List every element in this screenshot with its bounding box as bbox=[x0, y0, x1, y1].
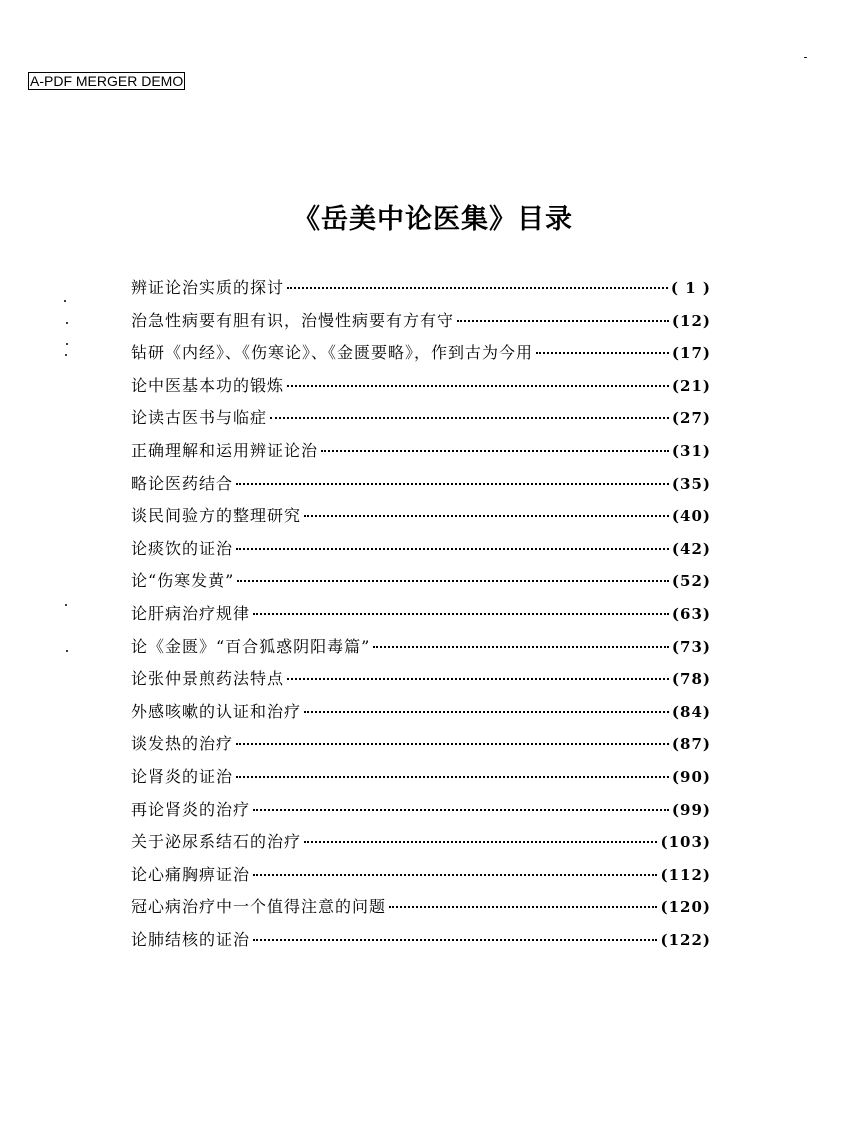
toc-entry bbox=[131, 370, 711, 403]
toc-entry bbox=[131, 859, 711, 892]
toc-entry-page: (84) bbox=[671, 702, 711, 721]
dot-leader bbox=[536, 350, 669, 354]
toc-entry-page: (35) bbox=[671, 474, 711, 493]
dot-leader bbox=[287, 383, 669, 387]
toc-entry-page: (52) bbox=[671, 572, 711, 591]
watermark-label: A-PDF MERGER DEMO bbox=[30, 73, 184, 89]
dot-leader bbox=[304, 709, 669, 713]
toc-entry-page: (112) bbox=[660, 865, 711, 884]
toc-entry bbox=[131, 924, 711, 957]
toc-entry bbox=[131, 565, 711, 598]
toc-entry-title: 冠心病治疗中一个值得注意的问题 bbox=[131, 897, 387, 917]
toc-entry-title: 外感咳嗽的认证和治疗 bbox=[131, 701, 302, 721]
dot-leader bbox=[389, 904, 657, 908]
toc-entry-page: (42) bbox=[671, 539, 711, 558]
toc-entry-title: 关于泌尿系结石的治疗 bbox=[131, 832, 302, 852]
toc-entry-title: 论肾炎的证治 bbox=[131, 766, 234, 786]
toc-entry bbox=[131, 272, 711, 305]
dot-leader bbox=[270, 415, 669, 419]
toc-entry bbox=[131, 631, 711, 664]
toc-entry bbox=[131, 728, 711, 761]
toc-entry-title: 再论肾炎的治疗 bbox=[131, 799, 251, 819]
toc-entry bbox=[131, 435, 711, 468]
dot-leader bbox=[373, 644, 669, 648]
toc-entry-page: (99) bbox=[671, 800, 711, 819]
toc-entry bbox=[131, 663, 711, 696]
toc-entry-page: (21) bbox=[671, 376, 711, 395]
scan-speck bbox=[66, 650, 68, 652]
scan-speck bbox=[65, 354, 67, 356]
toc-entry-page: ( 1 ) bbox=[670, 279, 711, 297]
toc-entry bbox=[131, 891, 711, 924]
scan-speck bbox=[65, 604, 67, 606]
toc-entry-title: 论“伤寒发黄” bbox=[131, 571, 235, 591]
dot-leader bbox=[236, 741, 669, 745]
toc-entry bbox=[131, 826, 711, 859]
toc-entry-page: (122) bbox=[660, 930, 711, 949]
dot-leader bbox=[236, 546, 669, 550]
table-of-contents bbox=[131, 272, 711, 956]
dot-leader bbox=[287, 285, 668, 289]
toc-entry-title: 论张仲景煎药法特点 bbox=[131, 669, 285, 689]
toc-entry-title: 论心痛胸痹证治 bbox=[131, 864, 251, 884]
scan-speck bbox=[66, 322, 68, 324]
dot-leader bbox=[321, 448, 669, 452]
toc-entry-title: 论肝病治疗规律 bbox=[131, 603, 251, 623]
dot-leader bbox=[304, 513, 669, 517]
dot-leader bbox=[287, 676, 669, 680]
dot-leader bbox=[253, 872, 657, 876]
toc-entry-page: (31) bbox=[671, 441, 711, 460]
toc-entry bbox=[131, 696, 711, 729]
toc-entry bbox=[131, 500, 711, 533]
dot-leader bbox=[236, 481, 669, 485]
toc-entry bbox=[131, 305, 711, 338]
toc-entry-page: (103) bbox=[660, 833, 711, 852]
toc-entry bbox=[131, 533, 711, 566]
toc-entry bbox=[131, 794, 711, 827]
dot-leader bbox=[253, 937, 657, 941]
toc-entry-title: 论中医基本功的锻炼 bbox=[131, 375, 285, 395]
toc-entry-page: (87) bbox=[671, 735, 711, 754]
dot-leader bbox=[304, 839, 657, 843]
toc-entry-title: 治急性病要有胆有识，治慢性病要有方有守 bbox=[131, 310, 455, 330]
toc-entry bbox=[131, 402, 711, 435]
toc-entry-title: 辨证论治实质的探讨 bbox=[131, 278, 285, 297]
scan-speck bbox=[804, 57, 807, 58]
toc-entry-page: (73) bbox=[671, 637, 711, 656]
toc-entry-title: 论肺结核的证治 bbox=[131, 929, 251, 949]
toc-entry-page: (63) bbox=[671, 604, 711, 623]
toc-entry-page: (27) bbox=[671, 409, 711, 428]
toc-entry-title: 谈民间验方的整理研究 bbox=[131, 506, 302, 526]
scan-speck bbox=[66, 343, 68, 345]
toc-entry-title: 论读古医书与临症 bbox=[131, 408, 268, 428]
scan-speck bbox=[64, 300, 66, 302]
toc-entry-title: 正确理解和运用辨证论治 bbox=[131, 440, 319, 460]
toc-entry-page: (17) bbox=[671, 344, 711, 363]
toc-entry-title: 谈发热的治疗 bbox=[131, 734, 234, 754]
dot-leader bbox=[236, 774, 669, 778]
dot-leader bbox=[253, 611, 669, 615]
dot-leader bbox=[457, 318, 669, 322]
toc-entry bbox=[131, 337, 711, 370]
dot-leader bbox=[237, 578, 669, 582]
toc-entry-title: 钻研《内经》、《伤寒论》、《金匮要略》，作到古为今用 bbox=[131, 343, 534, 363]
toc-entry-title: 论痰饮的证治 bbox=[131, 538, 234, 558]
dot-leader bbox=[253, 807, 669, 811]
page-title: 《岳美中论医集》目录 bbox=[293, 204, 573, 235]
toc-entry-page: (12) bbox=[671, 311, 711, 330]
toc-entry-page: (40) bbox=[671, 507, 711, 526]
toc-entry-page: (78) bbox=[671, 670, 711, 689]
toc-entry bbox=[131, 598, 711, 631]
toc-entry-title: 略论医药结合 bbox=[131, 473, 234, 493]
toc-entry bbox=[131, 468, 711, 501]
toc-entry-title: 论《金匮》“百合狐惑阴阳毒篇” bbox=[131, 636, 371, 656]
toc-entry-page: (90) bbox=[671, 767, 711, 786]
toc-entry bbox=[131, 761, 711, 794]
toc-entry-page: (120) bbox=[660, 898, 711, 917]
